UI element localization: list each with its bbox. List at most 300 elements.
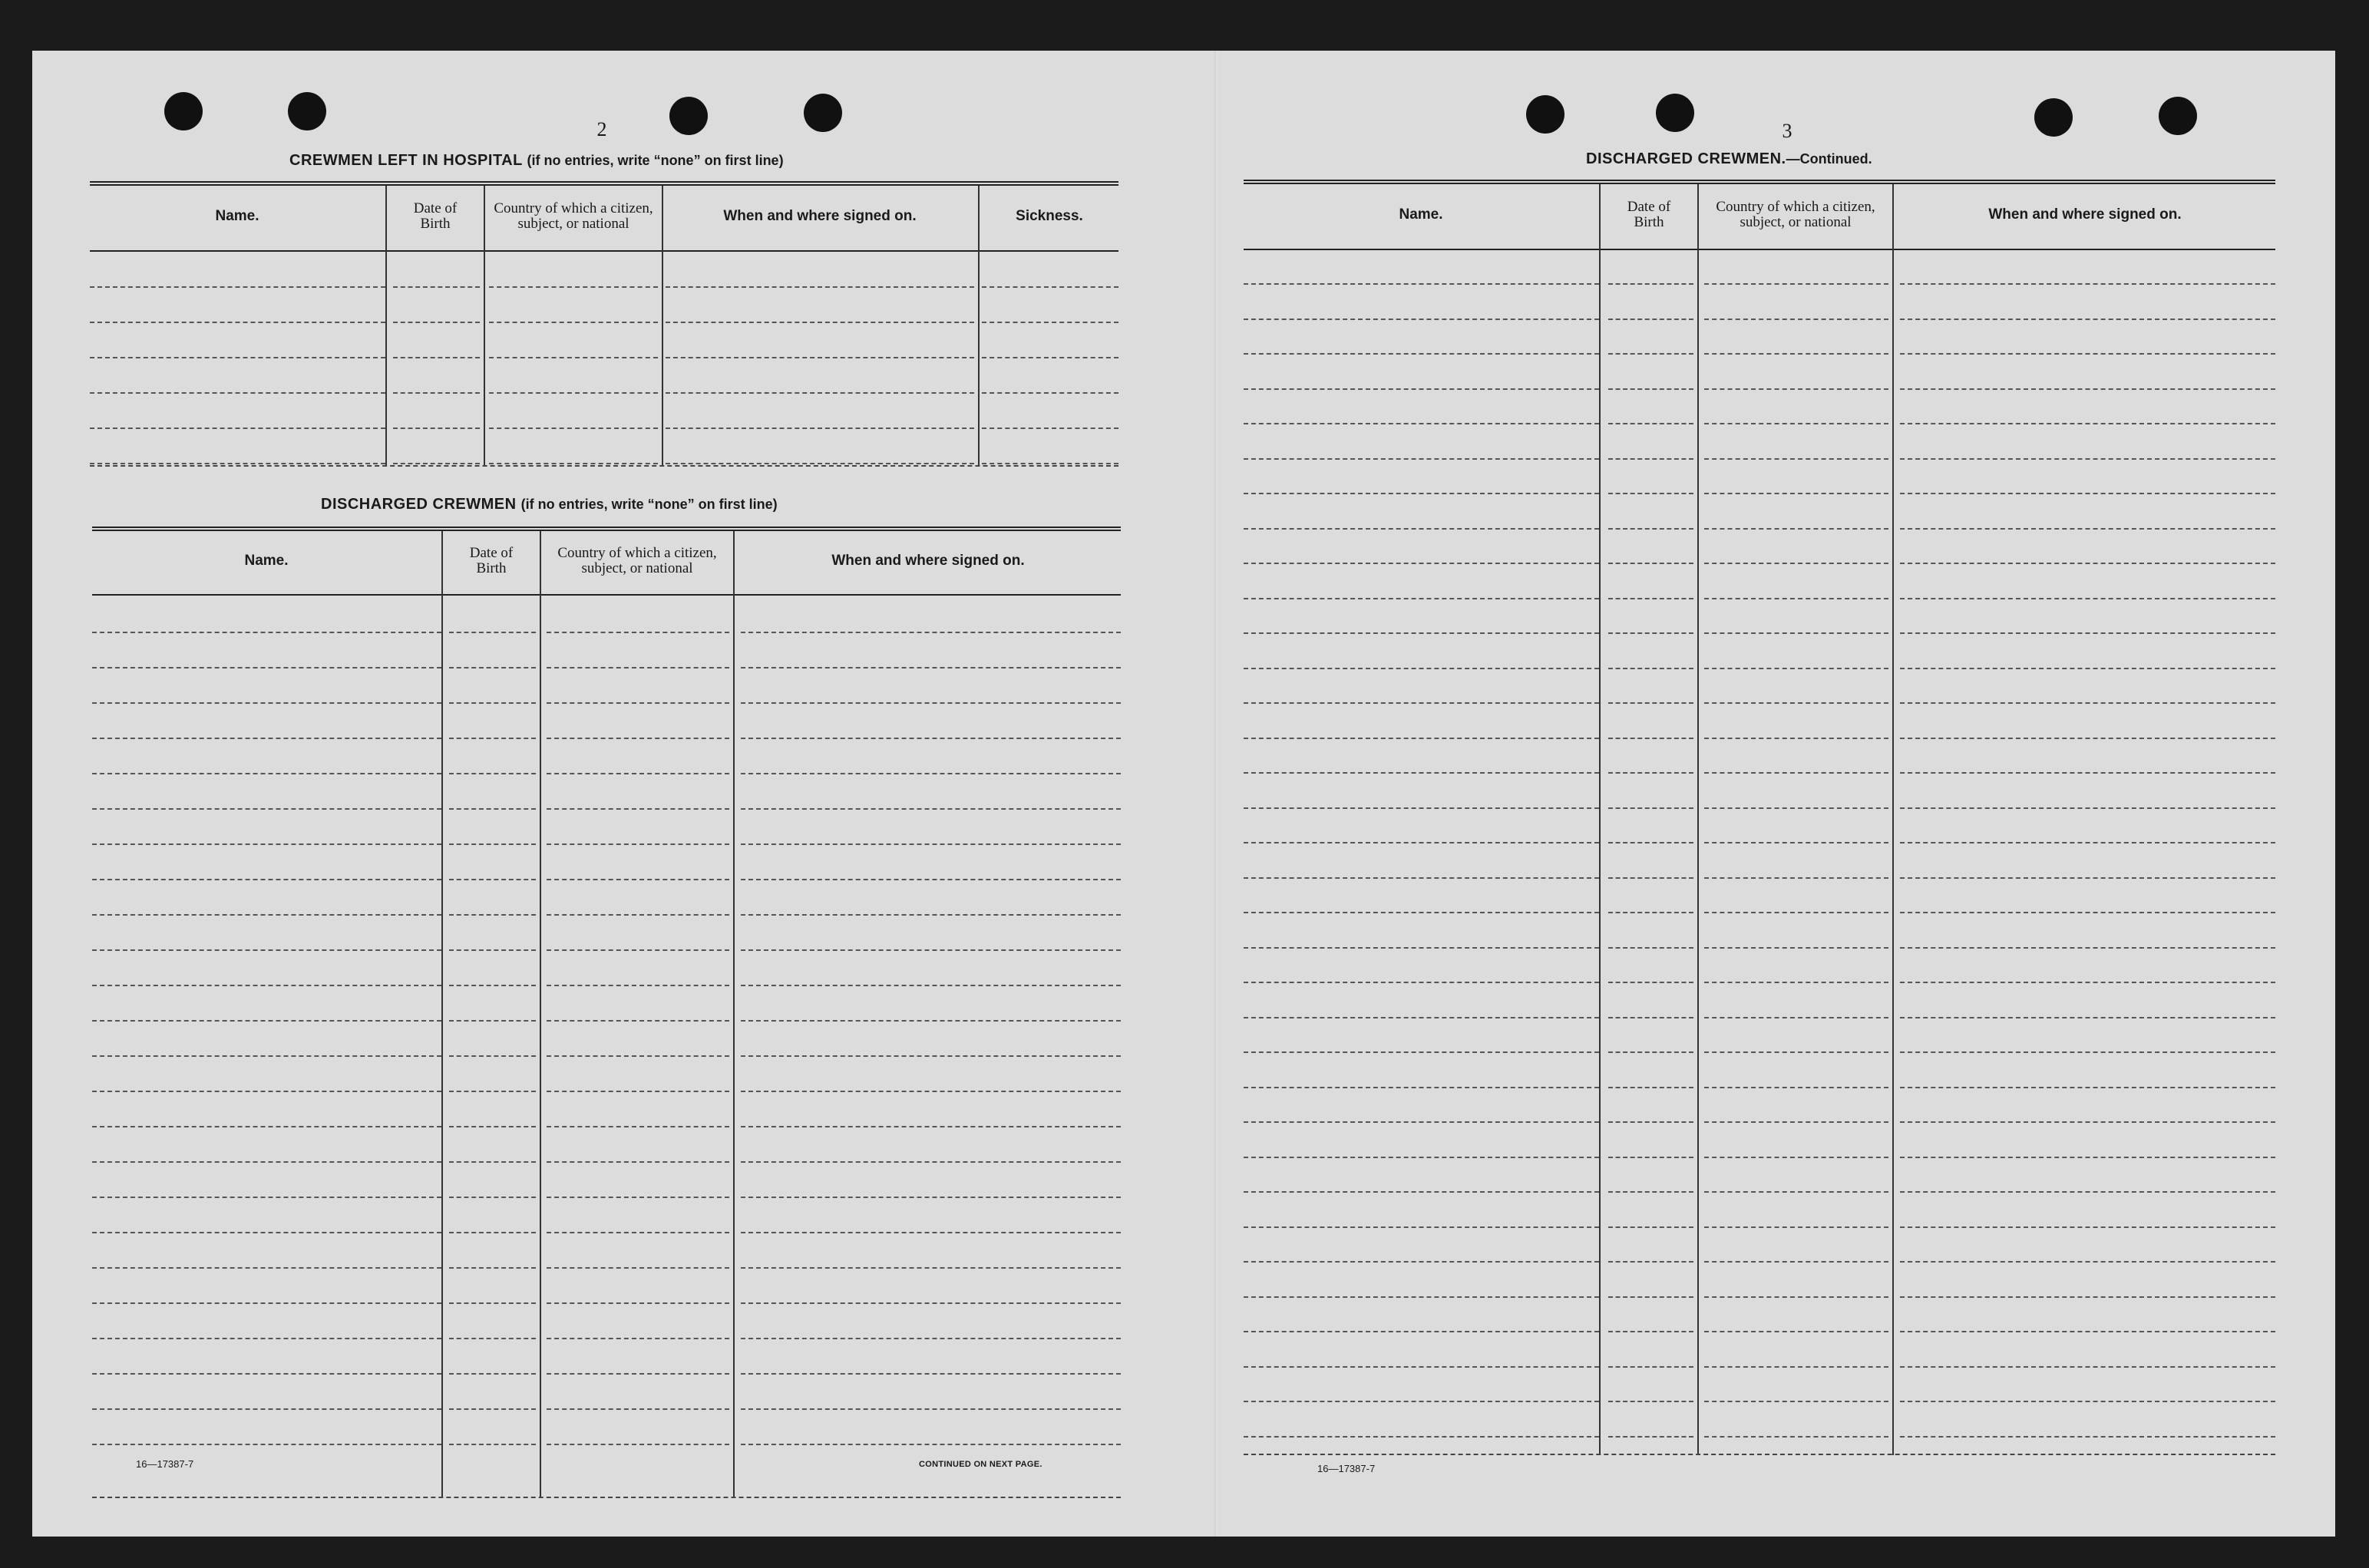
entry-row-line: [1608, 1226, 1693, 1228]
entry-row-line: [1900, 982, 2275, 983]
entry-row-line: [1608, 528, 1693, 530]
entry-row-line: [1244, 1296, 1599, 1298]
entry-row-line: [1704, 1366, 1888, 1368]
entry-row-line: [1244, 598, 1599, 599]
entry-row-line: [1900, 1226, 2275, 1228]
entry-row-line: [1704, 1017, 1888, 1018]
entry-row-line: [1900, 319, 2275, 320]
entry-row-line: [666, 392, 974, 394]
entry-row-line: [489, 286, 658, 288]
table-top-rule: [92, 527, 1121, 531]
entry-row-line: [1608, 982, 1693, 983]
entry-row-line: [1704, 877, 1888, 879]
entry-row-line: [547, 808, 729, 810]
page-number: 2: [596, 118, 607, 140]
entry-row-line: [1608, 1296, 1693, 1298]
entry-row-line: [666, 322, 974, 323]
header-rule: [1244, 249, 2275, 250]
entry-row-line: [1704, 493, 1888, 494]
entry-row-line: [547, 1444, 729, 1445]
entry-row-line: [92, 843, 441, 845]
entry-row-line: [547, 914, 729, 916]
entry-row-line: [1244, 423, 1599, 424]
entry-row-line: [1244, 1331, 1599, 1332]
entry-row-line: [449, 1161, 536, 1163]
entry-row-line: [1244, 877, 1599, 879]
entry-row-line: [1244, 947, 1599, 949]
entry-row-line: [449, 773, 536, 774]
entry-row-line: [982, 322, 1118, 323]
entry-row-line: [449, 879, 536, 880]
entry-row-line: [1608, 632, 1693, 634]
table-bottom-rule: [92, 1497, 1121, 1498]
entry-row-line: [1244, 388, 1599, 390]
entry-row-line: [393, 286, 480, 288]
entry-row-line: [1608, 1401, 1693, 1402]
entry-row-line: [1704, 1436, 1888, 1438]
entry-row-line: [741, 1055, 1121, 1057]
hospital-table: [90, 181, 1118, 467]
col-header-name: Name.: [244, 553, 289, 569]
column-divider: [540, 531, 541, 1498]
entry-row-line: [92, 1161, 441, 1163]
entry-row-line: [449, 808, 536, 810]
col-header-country: Country of which a citizen, subject, or national: [494, 200, 653, 232]
entry-row-line: [666, 357, 974, 358]
column-divider: [978, 186, 980, 467]
entry-row-line: [1900, 1436, 2275, 1438]
entry-row-line: [449, 843, 536, 845]
entry-row-line: [92, 1091, 441, 1092]
entry-row-line: [1608, 1191, 1693, 1193]
entry-row-line: [1608, 353, 1693, 355]
entry-row-line: [1608, 1017, 1693, 1018]
entry-row-line: [92, 1267, 441, 1269]
entry-row-line: [1900, 1366, 2275, 1368]
column-divider: [385, 186, 387, 467]
entry-row-line: [547, 1267, 729, 1269]
entry-row-line: [1900, 668, 2275, 669]
entry-row-line: [741, 738, 1121, 739]
entry-row-line: [1608, 388, 1693, 390]
entry-row-line: [741, 1091, 1121, 1092]
entry-row-line: [547, 949, 729, 951]
entry-row-line: [1244, 1226, 1599, 1228]
entry-row-line: [547, 1232, 729, 1233]
entry-row-line: [1608, 702, 1693, 704]
entry-row-line: [547, 738, 729, 739]
entry-row-line: [741, 1232, 1121, 1233]
entry-row-line: [449, 1020, 536, 1022]
entry-row-line: [1608, 947, 1693, 949]
entry-row-line: [741, 808, 1121, 810]
entry-row-line: [489, 392, 658, 394]
entry-row-line: [1608, 1157, 1693, 1158]
col-header-name: Name.: [1399, 206, 1443, 223]
entry-row-line: [1704, 702, 1888, 704]
entry-row-line: [92, 738, 441, 739]
entry-row-line: [1608, 1261, 1693, 1263]
discharged-table: [92, 527, 1121, 1500]
entry-row-line: [1608, 319, 1693, 320]
entry-row-line: [449, 949, 536, 951]
col-header-signed-on: When and where signed on.: [1988, 206, 2182, 223]
entry-row-line: [393, 463, 480, 464]
entry-row-line: [1900, 947, 2275, 949]
entry-row-line: [547, 667, 729, 668]
entry-row-line: [1608, 283, 1693, 285]
entry-row-line: [1900, 1087, 2275, 1088]
entry-row-line: [92, 632, 441, 633]
entry-row-line: [1244, 702, 1599, 704]
entry-row-line: [489, 357, 658, 358]
entry-row-line: [92, 1197, 441, 1198]
entry-row-line: [449, 1126, 536, 1127]
entry-row-line: [666, 286, 974, 288]
table-top-rule: [90, 181, 1118, 186]
entry-row-line: [1704, 772, 1888, 774]
entry-row-line: [547, 1373, 729, 1375]
entry-row-line: [1244, 912, 1599, 913]
entry-row-line: [666, 463, 974, 464]
col-header-dob: Date of Birth: [413, 200, 458, 232]
entry-row-line: [393, 392, 480, 394]
entry-row-line: [666, 427, 974, 429]
entry-row-line: [1704, 1191, 1888, 1193]
header-rule: [92, 594, 1121, 596]
entry-row-line: [1900, 1051, 2275, 1053]
entry-row-line: [982, 392, 1118, 394]
entry-row-line: [449, 1302, 536, 1304]
entry-row-line: [90, 357, 385, 358]
entry-row-line: [1244, 807, 1599, 809]
entry-row-line: [1704, 528, 1888, 530]
entry-row-line: [982, 357, 1118, 358]
entry-row-line: [92, 949, 441, 951]
entry-row-line: [547, 1126, 729, 1127]
entry-row-line: [1608, 1051, 1693, 1053]
entry-row-line: [1900, 877, 2275, 879]
right-page: [1218, 51, 2335, 1537]
entry-row-line: [1900, 1157, 2275, 1158]
entry-row-line: [547, 1161, 729, 1163]
entry-row-line: [1900, 1191, 2275, 1193]
entry-row-line: [982, 427, 1118, 429]
entry-row-line: [741, 949, 1121, 951]
entry-row-line: [1704, 353, 1888, 355]
entry-row-line: [1244, 283, 1599, 285]
col-header-name: Name.: [215, 208, 259, 224]
entry-row-line: [547, 773, 729, 774]
column-divider: [733, 531, 735, 1498]
entry-row-line: [741, 773, 1121, 774]
entry-row-line: [449, 667, 536, 668]
entry-row-line: [1704, 982, 1888, 983]
entry-row-line: [1900, 423, 2275, 424]
entry-row-line: [1244, 1401, 1599, 1402]
entry-row-line: [1900, 807, 2275, 809]
entry-row-line: [1900, 1121, 2275, 1123]
entry-row-line: [547, 985, 729, 986]
entry-row-line: [741, 1267, 1121, 1269]
entry-row-line: [1704, 1051, 1888, 1053]
entry-row-line: [547, 1197, 729, 1198]
entry-row-line: [449, 914, 536, 916]
entry-row-line: [449, 1055, 536, 1057]
entry-row-line: [1608, 598, 1693, 599]
entry-row-line: [92, 1055, 441, 1057]
entry-row-line: [1900, 1017, 2275, 1018]
continued-suffix: —Continued.: [1786, 151, 1872, 167]
entry-row-line: [90, 427, 385, 429]
discharged-section-title: [321, 496, 778, 513]
entry-row-line: [1244, 1017, 1599, 1018]
entry-row-line: [1244, 1087, 1599, 1088]
entry-row-line: [1704, 1087, 1888, 1088]
entry-row-line: [449, 702, 536, 704]
entry-row-line: [1608, 772, 1693, 774]
entry-row-line: [1244, 982, 1599, 983]
entry-row-line: [1244, 319, 1599, 320]
entry-row-line: [1244, 668, 1599, 669]
entry-row-line: [1900, 353, 2275, 355]
left-page: [32, 51, 1214, 1537]
form-number: 16—17387-7: [136, 1458, 194, 1470]
entry-row-line: [741, 985, 1121, 986]
table-bottom-rule: [90, 465, 1118, 467]
entry-row-line: [741, 1020, 1121, 1022]
entry-row-line: [547, 632, 729, 633]
entry-row-line: [90, 322, 385, 323]
hospital-instruction: (if no entries, write “none” on first line): [527, 153, 784, 168]
column-divider: [484, 186, 485, 467]
entry-row-line: [92, 914, 441, 916]
entry-row-line: [547, 1408, 729, 1410]
entry-row-line: [1900, 632, 2275, 634]
entry-row-line: [741, 667, 1121, 668]
entry-row-line: [449, 1338, 536, 1339]
entry-row-line: [741, 914, 1121, 916]
entry-row-line: [1704, 563, 1888, 564]
entry-row-line: [1608, 1331, 1693, 1332]
entry-row-line: [1244, 528, 1599, 530]
entry-row-line: [1244, 493, 1599, 494]
entry-row-line: [92, 702, 441, 704]
entry-row-line: [741, 632, 1121, 633]
entry-row-line: [741, 1444, 1121, 1445]
entry-row-line: [547, 1055, 729, 1057]
entry-row-line: [90, 463, 385, 464]
entry-row-line: [1900, 283, 2275, 285]
entry-row-line: [1900, 738, 2275, 739]
entry-row-line: [1900, 1401, 2275, 1402]
entry-row-line: [92, 1408, 441, 1410]
entry-row-line: [92, 985, 441, 986]
entry-row-line: [449, 1267, 536, 1269]
entry-row-line: [741, 1161, 1121, 1163]
entry-row-line: [1608, 807, 1693, 809]
discharged-instruction: (if no entries, write “none” on first line): [520, 497, 778, 512]
entry-row-line: [449, 1197, 536, 1198]
hospital-section-title: [289, 152, 784, 170]
form-number: 16—17387-7: [1317, 1463, 1376, 1474]
entry-row-line: [449, 632, 536, 633]
entry-row-line: [489, 427, 658, 429]
entry-row-line: [741, 1408, 1121, 1410]
entry-row-line: [449, 985, 536, 986]
entry-row-line: [92, 1373, 441, 1375]
entry-row-line: [741, 1197, 1121, 1198]
entry-row-line: [1704, 947, 1888, 949]
entry-row-line: [547, 879, 729, 880]
entry-row-line: [741, 1338, 1121, 1339]
entry-row-line: [1608, 1121, 1693, 1123]
entry-row-line: [1608, 423, 1693, 424]
entry-row-line: [1244, 1261, 1599, 1263]
entry-row-line: [1608, 912, 1693, 913]
entry-row-line: [741, 702, 1121, 704]
column-divider: [1892, 184, 1894, 1455]
entry-row-line: [547, 1091, 729, 1092]
col-header-country: Country of which a citizen, subject, or national: [557, 545, 717, 576]
entry-row-line: [982, 286, 1118, 288]
entry-row-line: [1704, 1226, 1888, 1228]
table-top-rule: [1244, 180, 2275, 184]
entry-row-line: [1900, 598, 2275, 599]
entry-row-line: [449, 1373, 536, 1375]
entry-row-line: [1900, 772, 2275, 774]
entry-row-line: [547, 843, 729, 845]
entry-row-line: [547, 1302, 729, 1304]
entry-row-line: [1704, 912, 1888, 913]
entry-row-line: [1608, 842, 1693, 843]
entry-row-line: [1608, 1436, 1693, 1438]
entry-row-line: [92, 1232, 441, 1233]
entry-row-line: [489, 322, 658, 323]
entry-row-line: [393, 357, 480, 358]
col-header-signed-on: When and where signed on.: [831, 553, 1025, 569]
entry-row-line: [449, 1232, 536, 1233]
entry-row-line: [1608, 1366, 1693, 1368]
entry-row-line: [547, 702, 729, 704]
entry-row-line: [1244, 1436, 1599, 1438]
entry-row-line: [1900, 528, 2275, 530]
entry-row-line: [1900, 1261, 2275, 1263]
entry-row-line: [1704, 598, 1888, 599]
entry-row-line: [1244, 1051, 1599, 1053]
entry-row-line: [741, 1373, 1121, 1375]
entry-row-line: [1704, 1331, 1888, 1332]
entry-row-line: [92, 1020, 441, 1022]
entry-row-line: [1704, 283, 1888, 285]
entry-row-line: [1704, 738, 1888, 739]
entry-row-line: [1244, 353, 1599, 355]
entry-row-line: [1704, 423, 1888, 424]
entry-row-line: [1900, 912, 2275, 913]
entry-row-line: [1608, 493, 1693, 494]
entry-row-line: [1608, 1087, 1693, 1088]
column-divider: [1599, 184, 1601, 1455]
entry-row-line: [1704, 807, 1888, 809]
entry-row-line: [1704, 1121, 1888, 1123]
entry-row-line: [92, 1302, 441, 1304]
column-divider: [441, 531, 443, 1498]
entry-row-line: [1608, 668, 1693, 669]
entry-row-line: [1900, 458, 2275, 460]
col-header-dob: Date of Birth: [1627, 199, 1671, 230]
entry-row-line: [90, 392, 385, 394]
entry-row-line: [1900, 1331, 2275, 1332]
entry-row-line: [1704, 388, 1888, 390]
document-sheet: [32, 51, 2335, 1537]
entry-row-line: [1704, 1296, 1888, 1298]
header-rule: [90, 250, 1118, 252]
entry-row-line: [92, 773, 441, 774]
entry-row-line: [92, 1444, 441, 1445]
entry-row-line: [1244, 738, 1599, 739]
col-header-dob: Date of Birth: [469, 545, 514, 576]
entry-row-line: [1900, 702, 2275, 704]
entry-row-line: [489, 463, 658, 464]
entry-row-line: [1244, 1191, 1599, 1193]
entry-row-line: [92, 808, 441, 810]
entry-row-line: [449, 738, 536, 739]
entry-row-line: [1244, 632, 1599, 634]
table-bottom-rule: [1244, 1454, 2275, 1455]
column-divider: [662, 186, 663, 467]
continued-note: CONTINUED ON NEXT PAGE.: [919, 1460, 1042, 1469]
entry-row-line: [741, 1302, 1121, 1304]
discharged-continued-title: [1586, 150, 1872, 168]
entry-row-line: [1244, 1121, 1599, 1123]
entry-row-line: [547, 1338, 729, 1339]
page-number: 3: [1782, 120, 1792, 142]
entry-row-line: [741, 879, 1121, 880]
entry-row-line: [1704, 319, 1888, 320]
entry-row-line: [1244, 458, 1599, 460]
entry-row-line: [1244, 772, 1599, 774]
column-divider: [1697, 184, 1699, 1455]
entry-row-line: [92, 1338, 441, 1339]
entry-row-line: [1900, 493, 2275, 494]
entry-row-line: [1900, 1296, 2275, 1298]
col-header-sickness: Sickness.: [1016, 208, 1083, 224]
discharged-continued-title-text: DISCHARGED CREWMEN.: [1586, 150, 1786, 167]
entry-row-line: [1704, 632, 1888, 634]
entry-row-line: [1704, 1261, 1888, 1263]
entry-row-line: [1900, 563, 2275, 564]
entry-row-line: [1244, 842, 1599, 843]
entry-row-line: [1608, 738, 1693, 739]
entry-row-line: [1704, 668, 1888, 669]
entry-row-line: [1608, 563, 1693, 564]
discharged-title-text: DISCHARGED CREWMEN: [321, 496, 517, 513]
entry-row-line: [92, 1126, 441, 1127]
entry-row-line: [1704, 1157, 1888, 1158]
entry-row-line: [1244, 563, 1599, 564]
entry-row-line: [1244, 1157, 1599, 1158]
entry-row-line: [741, 1126, 1121, 1127]
entry-row-line: [92, 667, 441, 668]
col-header-country: Country of which a citizen, subject, or national: [1716, 199, 1875, 230]
entry-row-line: [1704, 1401, 1888, 1402]
entry-row-line: [92, 879, 441, 880]
entry-row-line: [393, 322, 480, 323]
entry-row-line: [449, 1444, 536, 1445]
hospital-title-text: CREWMEN LEFT IN HOSPITAL: [289, 152, 523, 169]
col-header-signed-on: When and where signed on.: [723, 208, 917, 224]
entry-row-line: [1900, 388, 2275, 390]
